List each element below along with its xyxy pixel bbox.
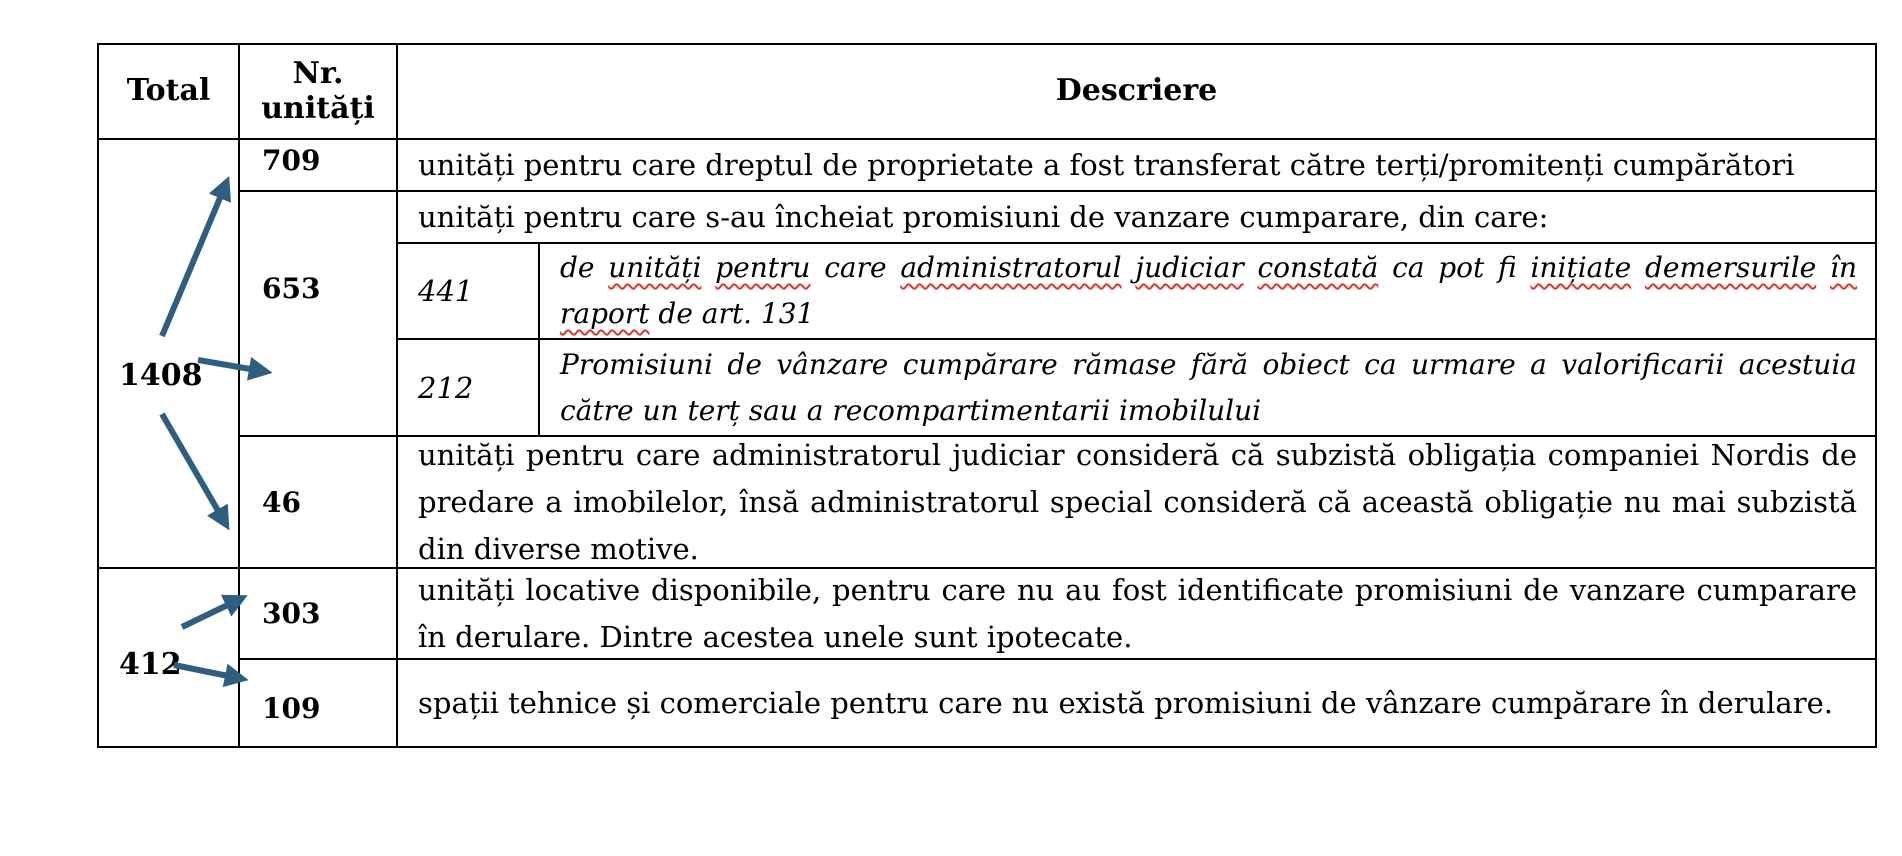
header-unitati-label: unități <box>261 90 375 126</box>
group-total-412: 412 <box>119 647 182 682</box>
desc-text: unități locative disponibile, pentru care nu au fost identificate promisiuni de vanzare cumparare în derulare. Dintre acestea unele sunt ipotecate. <box>418 572 1857 654</box>
nr-value: 653 <box>262 272 321 305</box>
header-descriere-label: Descriere <box>1055 73 1218 109</box>
sub-nr-value: 212 <box>418 370 474 405</box>
sub-nr-value: 441 <box>418 274 474 308</box>
arrow-1408-to-46-icon <box>162 414 224 521</box>
desc-text: unități pentru care dreptul de proprietate a fost transferat către terți/promitenți cumpărători <box>418 147 1795 182</box>
arrow-412-to-109-icon <box>174 665 238 678</box>
desc-text: unități pentru care s-au încheiat promisiuni de vanzare cumparare, din care: <box>418 199 1549 234</box>
desc-text: spații tehnice și comerciale pentru care nu există promisiuni de vânzare cumpărare în derulare. <box>418 685 1833 720</box>
arrow-412-to-303-icon <box>182 600 238 627</box>
header-nr-label: Nr. <box>292 56 344 91</box>
arrow-1408-to-709-icon <box>162 186 225 336</box>
nr-value: 303 <box>262 597 321 630</box>
header-total-label: Total <box>126 73 211 109</box>
desc-text: unități pentru care administratorul judiciar consideră că subzistă obligația companiei Nordis de predare a imobilelor, însă administratorul special consideră că această obligație nu mai subzistă din diverse motive. <box>418 437 1857 566</box>
nr-value: 109 <box>262 691 321 725</box>
nr-value: 709 <box>262 144 321 177</box>
sub-desc-text: Promisiuni de vânzare cumpărare rămase fără obiect ca urmare a valorificarii acestuia către un terț sau a recompartimentarii imobilului <box>560 347 1857 427</box>
group-total-1408: 1408 <box>119 358 203 393</box>
arrow-1408-to-653-icon <box>198 360 262 371</box>
sub-desc-text: de unități pentru care administratorul judiciar constată ca pot fi inițiate demersurile în raport de art. 131 <box>560 251 1858 330</box>
nr-value: 46 <box>262 485 301 519</box>
